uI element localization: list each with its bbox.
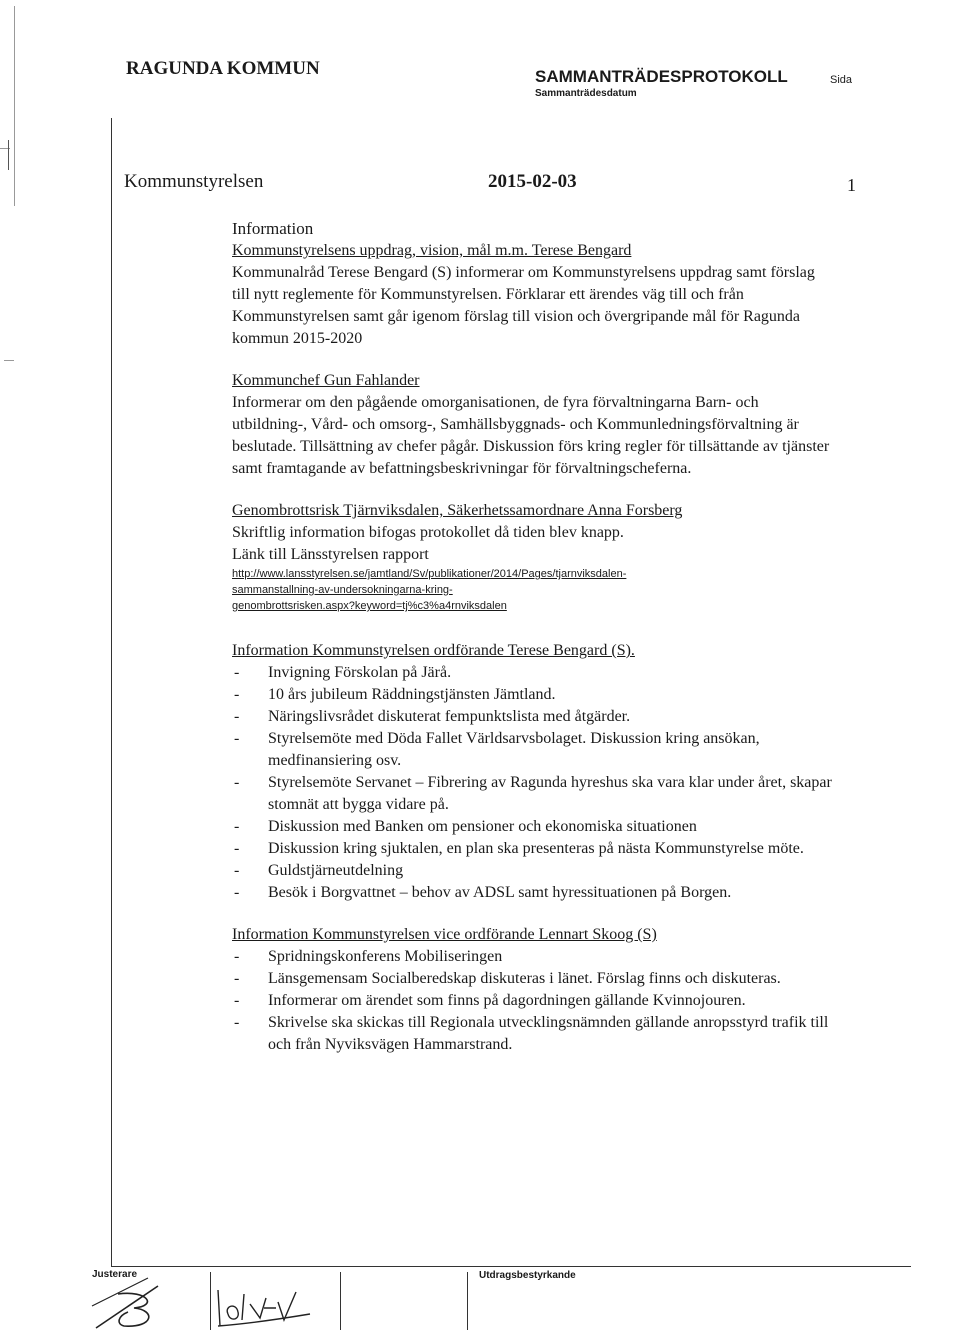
list-item: - Invigning Förskolan på Järå.: [232, 662, 832, 684]
list-item: - Styrelsemöte Servanet – Fibrering av Ragunda hyreshus ska vara klar under året, skapar stomnät att bygga vidare på.: [232, 772, 832, 816]
left-rule: [111, 118, 112, 1266]
section-ordforande: [232, 640, 832, 904]
handwritten-initials: [214, 1284, 314, 1330]
report-link[interactable]: genombrottsrisken.aspx?keyword=tj%c3%a4rnviksdalen: [232, 600, 507, 612]
list-item: - 10 års jubileum Räddningstjänsten Jämtland.: [232, 684, 832, 706]
report-link[interactable]: sammanstallning-av-undersokningarna-kring-: [232, 584, 453, 596]
list-item: - Informerar om ärendet som finns på dagordningen gällande Kvinnojouren.: [232, 990, 832, 1012]
list-item: - Guldstjärneutdelning: [232, 860, 832, 882]
justerare-label: Justerare: [92, 1269, 138, 1280]
signature-divider: [210, 1272, 211, 1330]
margin-mark: [8, 140, 9, 170]
signature-divider: [340, 1272, 341, 1330]
list-item: - Besök i Borgvattnet – behov av ADSL samt hyressituationen på Borgen.: [232, 882, 832, 904]
list-item: - Diskussion med Banken om pensioner och ekonomiska situationen: [232, 816, 832, 838]
section-kommunchef: [232, 370, 832, 480]
section-heading: Information: [232, 219, 314, 238]
list-item: - Näringslivsrådet diskuterat fempunktslista med åtgärder.: [232, 706, 832, 728]
section-paragraph: Informerar om den pågående omorganisationen, de fyra förvaltningarna Barn- och utbildning-, Vård- och omsorg-, Samhällsbyggnads- och Kommunledningsförvaltning är beslutade. Tillsättning av chefer pågår. Diskussion förs kring regler för tillsättande av tjänster samt framtagande av befattningsbeskrivningar för förvaltningscheferna.: [232, 394, 830, 477]
list-item: - Diskussion kring sjuktalen, en plan ska presenteras på nästa Kommunstyrelse möte.: [232, 838, 832, 860]
section-title: Genombrottsrisk Tjärnviksdalen, Säkerhetssamordnare Anna Forsberg: [232, 502, 683, 519]
list-item: - Styrelsemöte med Döda Fallet Världsarvsbolaget. Diskussion kring ansökan, medfinansiering osv.: [232, 728, 832, 772]
section-uppdrag: [232, 240, 832, 350]
section-title: Kommunchef Gun Fahlander: [232, 372, 420, 389]
signature-divider: [467, 1272, 468, 1330]
section-title: Information Kommunstyrelsen vice ordförande Lennart Skoog (S): [232, 926, 657, 943]
meeting-body: Kommunstyrelsen: [124, 171, 264, 192]
page-label: Sida: [830, 74, 853, 86]
utdrag-label: Utdragsbestyrkande: [479, 1270, 576, 1281]
section-vice-ordforande: [232, 924, 832, 1056]
bullet-list: [232, 662, 832, 904]
section-title: Information Kommunstyrelsen ordförande Terese Bengard (S).: [232, 642, 635, 659]
protocol-subtitle: Sammanträdesdatum: [535, 88, 637, 99]
section-title: Kommunstyrelsens uppdrag, vision, mål m.m. Terese Bengard: [232, 242, 632, 259]
footer-rule: [111, 1266, 911, 1267]
report-link[interactable]: http://www.lansstyrelsen.se/jamtland/Sv/publikationer/2014/Pages/tjarnviksdalen-: [232, 568, 627, 580]
bullet-list: [232, 946, 832, 1056]
section-genombrottsrisk: [232, 500, 832, 614]
section-paragraph: Kommunalråd Terese Bengard (S) informerar om Kommunstyrelsens uppdrag samt förslag till nytt reglemente för Kommunstyrelsen. Förklarar ett ärendes väg till och från Kommunstyrelsen samt går igenom förslag till vision och övergripande mål för Ragunda kommun 2015-2020: [232, 264, 815, 347]
page-number: 1: [847, 175, 856, 195]
section-paragraph: Länk till Länsstyrelsen rapport: [232, 546, 429, 563]
document-body: [232, 218, 832, 1056]
list-item: - Länsgemensam Socialberedskap diskuteras i länet. Förslag finns och diskuteras.: [232, 968, 832, 990]
meeting-date: 2015-02-03: [488, 171, 577, 192]
margin-mark: [4, 360, 14, 361]
protocol-title: SAMMANTRÄDESPROTOKOLL: [535, 67, 788, 86]
list-item: - Skrivelse ska skickas till Regionala utvecklingsnämnden gällande anropsstyrd trafik till och från Nyviksvägen Hammarstrand.: [232, 1012, 832, 1056]
handwritten-signature: [88, 1276, 198, 1334]
organization-name: RAGUNDA KOMMUN: [126, 58, 320, 79]
margin-mark: [14, 6, 15, 206]
list-item: - Spridningskonferens Mobiliseringen: [232, 946, 832, 968]
section-paragraph: Skriftlig information bifogas protokollet då tiden blev knapp.: [232, 524, 624, 541]
